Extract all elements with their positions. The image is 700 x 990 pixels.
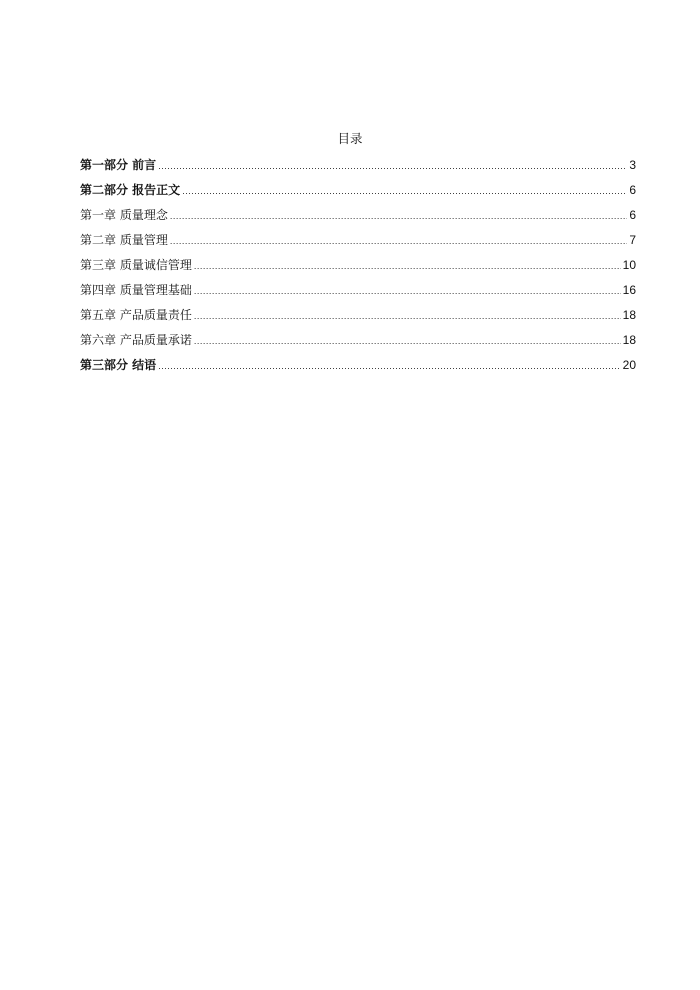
toc-entry-label: 第二章 质量管理 bbox=[80, 233, 168, 247]
toc-entry-chapter3[interactable] bbox=[80, 248, 636, 273]
toc-entry-part3-conclusion[interactable] bbox=[80, 348, 636, 373]
toc-entry-page: 18 bbox=[622, 308, 636, 322]
toc-entry-label: 第二部分 报告正文 bbox=[80, 183, 181, 197]
toc-entry-label: 第四章 质量管理基础 bbox=[80, 283, 192, 297]
toc-dot-leader bbox=[194, 309, 621, 323]
toc-entry-part2-report-body[interactable] bbox=[80, 173, 636, 198]
toc-entry-chapter2[interactable] bbox=[80, 223, 636, 248]
toc-entry-page: 16 bbox=[622, 283, 636, 297]
toc-dot-leader bbox=[158, 359, 620, 373]
toc-dot-leader bbox=[158, 159, 627, 173]
toc-entry-label: 第五章 产品质量责任 bbox=[80, 308, 192, 322]
toc-entry-label: 第六章 产品质量承诺 bbox=[80, 333, 192, 347]
toc-entry-chapter6[interactable] bbox=[80, 323, 636, 348]
toc-entry-page: 20 bbox=[622, 358, 636, 372]
toc-dot-leader bbox=[194, 259, 621, 273]
toc-entry-label: 第一部分 前言 bbox=[80, 158, 157, 172]
toc-entry-page: 18 bbox=[622, 333, 636, 347]
toc-dot-leader bbox=[194, 334, 621, 348]
toc-entry-chapter1[interactable] bbox=[80, 198, 636, 223]
toc-entry-label: 第三部分 结语 bbox=[80, 358, 157, 372]
toc-dot-leader bbox=[182, 184, 627, 198]
toc-entry-page: 6 bbox=[629, 183, 636, 197]
toc-entry-page: 7 bbox=[629, 233, 636, 247]
toc-entry-page: 3 bbox=[629, 158, 636, 172]
table-of-contents bbox=[80, 148, 636, 373]
toc-entry-label: 第一章 质量理念 bbox=[80, 208, 168, 222]
toc-entry-label: 第三章 质量诚信管理 bbox=[80, 258, 192, 272]
toc-entry-chapter5[interactable] bbox=[80, 298, 636, 323]
toc-dot-leader bbox=[170, 209, 627, 223]
toc-dot-leader bbox=[194, 284, 621, 298]
toc-entry-chapter4[interactable] bbox=[80, 273, 636, 298]
toc-entry-page: 6 bbox=[629, 208, 636, 222]
toc-entry-part1-preface[interactable] bbox=[80, 148, 636, 173]
toc-dot-leader bbox=[170, 234, 627, 248]
toc-entry-page: 10 bbox=[622, 258, 636, 272]
toc-title: 目录 bbox=[337, 131, 363, 146]
